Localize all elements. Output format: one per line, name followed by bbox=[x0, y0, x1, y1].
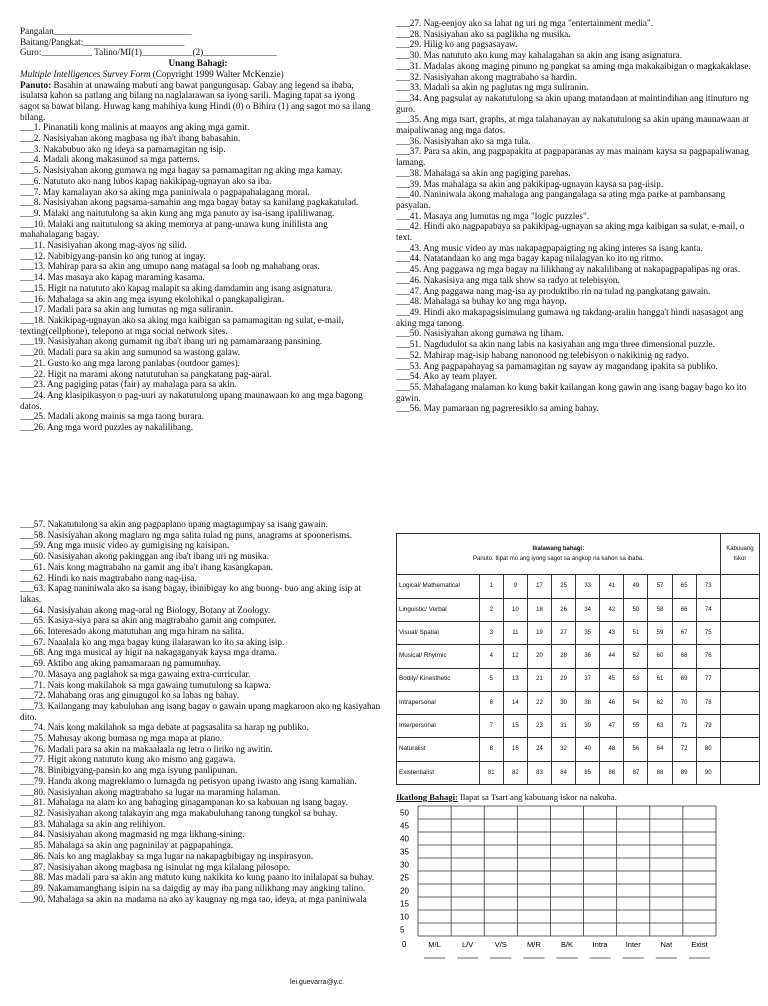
survey-item[interactable]: ___69. Aktibo ang aking pamamaraan ng pamumuhay. bbox=[20, 658, 221, 669]
part2-title: Ikalawang bahagi: bbox=[532, 545, 585, 552]
item-number-cell[interactable]: 27 bbox=[552, 622, 576, 645]
item-number-cell[interactable]: 14 bbox=[503, 691, 527, 714]
score-chart-grid[interactable] bbox=[396, 804, 726, 964]
survey-item[interactable]: ___76. Madali para sa akin na makaalaala ng letra o liriko ng awitin. bbox=[20, 743, 273, 754]
item-number-cell[interactable]: 31 bbox=[552, 715, 576, 738]
item-number-cell[interactable]: 60 bbox=[648, 645, 672, 668]
item-number-cell[interactable]: 75 bbox=[696, 622, 720, 645]
total-score-cell[interactable] bbox=[720, 691, 759, 714]
survey-item[interactable]: ___1. Pinanatili kong malinis at maayos ang aking mga gamit. bbox=[20, 122, 250, 133]
survey-item[interactable]: ___48. Mahalaga sa buhay ko ang mga hayop. bbox=[396, 296, 567, 307]
item-number-cell[interactable]: 56 bbox=[624, 738, 648, 761]
survey-item[interactable]: ___11. Nasisiyahan akong mag-ayos ng silid. bbox=[20, 240, 187, 251]
item-number-cell[interactable]: 77 bbox=[696, 668, 720, 691]
item-number-cell[interactable]: 1 bbox=[479, 575, 503, 598]
survey-item[interactable]: ___3. Nakabubuo ako ng ideya sa pamamagitan ng isip. bbox=[20, 143, 226, 154]
survey-item[interactable]: ___14. Mas masaya ako kapag maraming kasama. bbox=[20, 272, 205, 283]
item-number-cell[interactable]: 66 bbox=[672, 598, 696, 621]
item-number-cell[interactable]: 57 bbox=[648, 575, 672, 598]
item-number-cell[interactable]: 76 bbox=[696, 645, 720, 668]
item-number-cell[interactable]: 62 bbox=[648, 691, 672, 714]
survey-item[interactable]: ___62. Hindi ko nais magtrabaho nang nag-iisa. bbox=[20, 572, 197, 583]
intelligence-label: Linguistic/ Verbal bbox=[397, 598, 480, 621]
survey-item[interactable]: ___31. Madalas akong maging pinuno ng pangkat sa aming mga makakaibigan o magkakaklase. bbox=[396, 60, 751, 71]
x-category-label: Intra bbox=[592, 940, 608, 949]
y-tick-label: 45 bbox=[400, 821, 409, 831]
y-tick-label: 40 bbox=[400, 834, 409, 844]
item-number-cell[interactable]: 50 bbox=[624, 598, 648, 621]
survey-item[interactable]: ___87. Nasisiyahan akong magbasa ng isinulat ng mga kilalang pilosopo. bbox=[20, 861, 291, 872]
column-3 bbox=[20, 519, 384, 904]
item-number-cell[interactable]: 74 bbox=[696, 598, 720, 621]
item-number-cell[interactable]: 49 bbox=[624, 575, 648, 598]
item-number-cell[interactable]: 87 bbox=[624, 761, 648, 784]
survey-item[interactable]: ___38. Mahalaga sa akin ang pagiging parehas. bbox=[396, 167, 571, 178]
item-number-cell[interactable]: 18 bbox=[527, 598, 551, 621]
x-category-label: M/R bbox=[527, 940, 541, 949]
item-number-cell[interactable]: 36 bbox=[576, 645, 600, 668]
y-tick-label: 35 bbox=[400, 847, 409, 857]
item-number-cell[interactable]: 26 bbox=[552, 598, 576, 621]
survey-item[interactable]: ___84. Nasisiyahan akong magmasid ng mga likhang-sining. bbox=[20, 829, 245, 840]
item-number-cell[interactable]: 24 bbox=[527, 738, 551, 761]
intelligence-label: Visual/ Spatial bbox=[397, 622, 480, 645]
item-number-cell[interactable]: 3 bbox=[479, 622, 503, 645]
item-number-cell[interactable]: 20 bbox=[527, 645, 551, 668]
survey-item[interactable]: ___61. Nais kong magtrabaho na gamit ang iba't ibang kasangkapan. bbox=[20, 561, 273, 572]
item-number-cell[interactable]: 53 bbox=[624, 668, 648, 691]
item-number-cell[interactable]: 9 bbox=[503, 575, 527, 598]
item-number-cell[interactable]: 80 bbox=[696, 738, 720, 761]
score-row bbox=[397, 645, 760, 668]
item-number-cell[interactable]: 47 bbox=[600, 715, 624, 738]
item-number-cell[interactable]: 71 bbox=[672, 715, 696, 738]
item-number-cell[interactable]: 43 bbox=[600, 622, 624, 645]
survey-item[interactable]: ___7. May kamalayan ako sa aking mga paniniwala o pagpapahalagang moral. bbox=[20, 186, 310, 197]
survey-item[interactable]: ___70. Masaya ang paglahok sa mga gawaing extra-curricular. bbox=[20, 668, 251, 679]
survey-item[interactable]: ___58. Nasisiyahan akong maglaro ng mga salita tulad ng puns, anagrams at spoonerisms. bbox=[20, 529, 352, 540]
item-number-cell[interactable]: 55 bbox=[624, 715, 648, 738]
survey-item[interactable]: ___17. Madali para sa akin ang lumutas ng mga suliranin. bbox=[20, 304, 234, 315]
score-row bbox=[397, 761, 760, 784]
item-number-cell[interactable]: 19 bbox=[527, 622, 551, 645]
item-number-cell[interactable]: 63 bbox=[648, 715, 672, 738]
score-row bbox=[397, 715, 760, 738]
survey-item[interactable]: ___71. Nais kong makilahok sa mga gawaing tumutulong sa kapwa. bbox=[20, 679, 271, 690]
survey-item[interactable]: ___27. Nag-eenjoy ako sa lahat ng uri ng mga "entertainment media". bbox=[396, 18, 654, 28]
x-category-label: B/K bbox=[560, 940, 574, 949]
item-number-cell[interactable]: 88 bbox=[648, 761, 672, 784]
y-tick-label: 50 bbox=[400, 808, 409, 818]
item-number-cell[interactable]: 70 bbox=[672, 691, 696, 714]
item-number-cell[interactable]: 64 bbox=[648, 738, 672, 761]
intelligence-label: Existentialist bbox=[397, 761, 480, 784]
part2-instructions: Panuto: Ilipat mo ang iyong sagot sa angkop na kahon sa ibaba. bbox=[473, 556, 644, 563]
survey-item[interactable]: ___53. Ang pagpapahayag sa pamamagitan ng sayaw ay magandang ipakita sa publiko. bbox=[396, 360, 718, 371]
item-number-cell[interactable]: 13 bbox=[503, 668, 527, 691]
item-number-cell[interactable]: 45 bbox=[600, 668, 624, 691]
survey-item[interactable]: ___73. Kailangang may kabuluhan ang isang bagay o gawain upang magkaroon ako ng kasiyahan dito. bbox=[20, 700, 381, 722]
instructions-text: Basahin at unawaing mabuti ang bawat pangungusap. Gabay ang legend sa ibaba, isulatsa kahon sa patlang ang bilang na naglalarawan sa iyong sarili. Maging tapat sa iyong sagot sa bawat bilang. Huwag kang mahihiya kung Hindi (0) o Bihira (1) ang sagot mo sa ilang bilang. bbox=[20, 79, 371, 122]
survey-item[interactable]: ___68. Ang mga musical ay higit na nakagaganyak kaysa mga drama. bbox=[20, 647, 277, 658]
total-score-cell[interactable] bbox=[720, 668, 759, 691]
survey-form-name: Multiple Intelligences Survey Form bbox=[20, 68, 151, 79]
item-number-cell[interactable]: 58 bbox=[648, 598, 672, 621]
item-number-cell[interactable]: 15 bbox=[503, 715, 527, 738]
survey-item[interactable]: ___23. Ang pagiging patas (fair) ay mahalaga para sa akin. bbox=[20, 379, 237, 390]
item-number-cell[interactable]: 40 bbox=[576, 738, 600, 761]
survey-item[interactable]: ___28. Nasisiyahan ako sa paglikha ng musika. bbox=[396, 28, 571, 39]
survey-item[interactable]: ___15. Higit na natututo ako kapag malapit sa aking damdamin ang isang asignatura. bbox=[20, 282, 333, 293]
survey-item[interactable]: ___2. Nasisiyahan akong magbasa ng iba't ibang babasahin. bbox=[20, 133, 241, 144]
survey-item[interactable]: ___74. Nais kong makilahok sa mga debate at pagsasalita sa harap ng publiko. bbox=[20, 722, 309, 733]
item-number-cell[interactable]: 34 bbox=[576, 598, 600, 621]
y-tick-label: 10 bbox=[400, 912, 409, 922]
instructions-label: Panuto: bbox=[20, 79, 52, 90]
intelligence-label: Interpersonal bbox=[397, 715, 480, 738]
intelligence-label: Intrapersonal bbox=[397, 691, 480, 714]
survey-item[interactable]: ___19. Nasisiyahan akong gumamit ng iba't ibang uri ng pamamaraang pansining. bbox=[20, 336, 323, 347]
total-score-cell[interactable] bbox=[720, 598, 759, 621]
item-number-cell[interactable]: 42 bbox=[600, 598, 624, 621]
survey-item[interactable]: ___36. Nasisiyahan ako sa mga tula. bbox=[396, 135, 531, 146]
survey-item[interactable]: ___60. Nasisiyahan akong pakinggan ang iba't ibang uri ng musika. bbox=[20, 551, 269, 562]
survey-item[interactable]: ___65. Kasiya-siya para sa akin ang magtrabaho gamit ang computer. bbox=[20, 615, 276, 626]
footer-email: lei.guevarra@y.c. bbox=[290, 979, 345, 986]
survey-items-57-90 bbox=[20, 519, 384, 904]
item-number-cell[interactable]: 79 bbox=[696, 715, 720, 738]
score-row bbox=[397, 738, 760, 761]
item-number-cell[interactable]: 10 bbox=[503, 598, 527, 621]
score-row bbox=[397, 691, 760, 714]
part3-instructions: Ilapat sa Tsart ang kabuuang iskor na nakuha. bbox=[457, 792, 617, 802]
item-number-cell[interactable]: 16 bbox=[503, 738, 527, 761]
item-number-cell[interactable]: 54 bbox=[624, 691, 648, 714]
item-number-cell[interactable]: 2 bbox=[479, 598, 503, 621]
item-number-cell[interactable]: 86 bbox=[600, 761, 624, 784]
y-tick-label: 20 bbox=[400, 886, 409, 896]
survey-item[interactable]: ___32. Nasisiyahan akong magtrabaho sa hardin. bbox=[396, 71, 577, 82]
item-number-cell[interactable]: 68 bbox=[672, 645, 696, 668]
item-number-cell[interactable]: 72 bbox=[672, 738, 696, 761]
item-number-cell[interactable]: 84 bbox=[552, 761, 576, 784]
item-number-cell[interactable]: 5 bbox=[479, 668, 503, 691]
score-row bbox=[397, 575, 760, 598]
survey-item[interactable]: ___55. Mahalagang malaman ko kung bakit kailangan kong gawin ang isang bagay bago ko ito gawin. bbox=[396, 381, 747, 403]
item-number-cell[interactable]: 12 bbox=[503, 645, 527, 668]
score-row bbox=[397, 598, 760, 621]
y-tick-label: 5 bbox=[400, 925, 405, 935]
total-score-cell[interactable] bbox=[720, 645, 759, 668]
item-number-cell[interactable]: 89 bbox=[672, 761, 696, 784]
total-score-header: Kabuuang Iskor bbox=[720, 534, 759, 575]
intelligence-label: Logical/ Mathematical bbox=[397, 575, 480, 598]
item-number-cell[interactable]: 85 bbox=[576, 761, 600, 784]
intelligence-label: Musical/ Rhytmic bbox=[397, 645, 480, 668]
survey-item[interactable]: ___9. Malaki ang naitutulong sa akin kung ang mga panuto ay isa-isang ipaliliwanag. bbox=[20, 207, 335, 218]
item-number-cell[interactable]: 35 bbox=[576, 622, 600, 645]
instructions bbox=[20, 80, 376, 123]
survey-item[interactable]: ___86. Nais ko ang maglakbay sa mga lugar na nakapagbibigay ng inspirasyon. bbox=[20, 850, 314, 861]
survey-item[interactable]: ___5. Nasisiyahan akong gumawa ng mga bagay sa pamamagitan ng aking mga kamay. bbox=[20, 165, 343, 176]
item-number-cell[interactable]: 33 bbox=[576, 575, 600, 598]
item-number-cell[interactable]: 67 bbox=[672, 622, 696, 645]
item-number-cell[interactable]: 6 bbox=[479, 691, 503, 714]
survey-item[interactable]: ___33. Madali sa akin ng paglutas ng mga suliranin. bbox=[396, 82, 589, 93]
survey-item[interactable]: ___67. Naaalala ko ang mga bagay kung ilalarawan ko ito sa aking isip. bbox=[20, 636, 285, 647]
survey-item[interactable]: ___24. Ang klasipikasyon o pag-uuri ay nakatutulong upang maunawaan ko ang mga bagong datos. bbox=[20, 389, 363, 411]
total-score-cell[interactable] bbox=[720, 575, 759, 598]
x-category-label: V/S bbox=[494, 940, 507, 949]
survey-item[interactable]: ___4. Madali akong makasunod sa mga patterns. bbox=[20, 154, 200, 165]
item-number-cell[interactable]: 59 bbox=[648, 622, 672, 645]
total-score-cell[interactable] bbox=[720, 715, 759, 738]
item-number-cell[interactable]: 81 bbox=[479, 761, 503, 784]
x-category-label: Exist bbox=[691, 940, 708, 949]
survey-item[interactable]: ___44. Natatandaan ko ang mga bagay kapag nilalagyan ko ito ng ritmo. bbox=[396, 253, 664, 264]
survey-item[interactable]: ___50. Nasisiyahan akong gumawa ng liham. bbox=[396, 328, 564, 339]
survey-item[interactable]: ___85. Mahalaga sa akin ang pagninilay at pagpapahinga. bbox=[20, 840, 234, 851]
item-number-cell[interactable]: 25 bbox=[552, 575, 576, 598]
item-number-cell[interactable]: 44 bbox=[600, 645, 624, 668]
survey-item[interactable]: ___81. Mahalaga na alam ko ang bahaging ginagampanan ko sa kabuuan ng isang bagay. bbox=[20, 797, 348, 808]
item-number-cell[interactable]: 29 bbox=[552, 668, 576, 691]
intelligence-label: Naturalist bbox=[397, 738, 480, 761]
survey-item[interactable]: ___20. Madali para sa akin ang sumunod sa wastong galaw. bbox=[20, 347, 241, 358]
survey-item[interactable]: ___26. Ang mga word puzzles ay nakalilibang. bbox=[20, 422, 193, 433]
y-tick-label: 30 bbox=[400, 860, 409, 870]
item-number-cell[interactable]: 7 bbox=[479, 715, 503, 738]
survey-item[interactable]: ___39. Mas mahalaga sa akin ang pakikipag-ugnayan kaysa sa pag-iisip. bbox=[396, 178, 664, 189]
total-score-cell[interactable] bbox=[720, 761, 759, 784]
score-table-heading bbox=[397, 534, 721, 575]
survey-item[interactable]: ___75. Mahusay akong bumasa ng mga mapa at plano. bbox=[20, 733, 223, 744]
survey-item[interactable]: ___49. Hindi ako makapagsisimulang gumawa ng takdang-aralin hangga't hindi nasasagot ang aking mga tanong. bbox=[396, 306, 744, 328]
survey-item[interactable]: ___89. Nakamamanghang isipin na sa daigdig ay may iba pang nilikhang may angking talino. bbox=[20, 882, 366, 893]
survey-item[interactable]: ___52. Mahirap mag-isip habang nanonood ng telebisyon o nakikinig ng radyo. bbox=[396, 349, 689, 360]
survey-item[interactable]: ___10. Malaki ang naitutulong sa aking memorya at pang-unawa kung inililista ang mahahalagang bagay. bbox=[20, 218, 328, 240]
total-score-cell[interactable] bbox=[720, 738, 759, 761]
item-number-cell[interactable]: 41 bbox=[600, 575, 624, 598]
score-row bbox=[397, 622, 760, 645]
item-number-cell[interactable]: 48 bbox=[600, 738, 624, 761]
item-number-cell[interactable]: 22 bbox=[527, 691, 551, 714]
survey-item[interactable]: ___88. Mas madali para sa akin ang matuto kung nakikita ko kung paano ito inilalapat sa buhay. bbox=[20, 872, 375, 883]
item-number-cell[interactable]: 69 bbox=[672, 668, 696, 691]
x-category-label: L/V bbox=[462, 940, 474, 949]
survey-item[interactable]: ___72. Mahabang oras ang ginugugol ko sa labas ng bahay. bbox=[20, 690, 240, 701]
item-number-cell[interactable]: 8 bbox=[479, 738, 503, 761]
name-field-line[interactable]: Pangalan______________________________ bbox=[20, 26, 192, 36]
survey-item[interactable]: ___42. Hindi ako nagpapabaya sa pakikipag-ugnayan sa aking mga kaibigan sa sulat, e-mail, o text. bbox=[396, 221, 745, 243]
survey-item[interactable]: ___56. May pamaraan ng pagreresiklo sa aming bahay. bbox=[396, 403, 599, 414]
survey-item[interactable]: ___41. Masaya ang lumutas ng mga "logic puzzles". bbox=[396, 210, 589, 221]
survey-item[interactable]: ___80. Nasisiyahan akong magtrabaho sa lugar na maraming halaman. bbox=[20, 786, 281, 797]
score-table bbox=[396, 533, 760, 785]
teacher-mi-field-line[interactable]: Guro:___________ Talino/MI(1)___________(2)________________ bbox=[20, 47, 277, 58]
item-number-cell[interactable]: 28 bbox=[552, 645, 576, 668]
item-number-cell[interactable]: 37 bbox=[576, 668, 600, 691]
survey-item[interactable]: ___29. Hilig ko ang pagsasayaw. bbox=[396, 39, 518, 50]
survey-item[interactable]: ___16. Mahalaga sa akin ang mga isyung ekolohikal o pangkapaligiran. bbox=[20, 293, 285, 304]
item-number-cell[interactable]: 11 bbox=[503, 622, 527, 645]
item-number-cell[interactable]: 30 bbox=[552, 691, 576, 714]
y-origin-label: 0 bbox=[402, 940, 407, 949]
item-number-cell[interactable]: 65 bbox=[672, 575, 696, 598]
part1-title: Unang Bahagi: bbox=[168, 58, 228, 69]
item-number-cell[interactable]: 23 bbox=[527, 715, 551, 738]
survey-item[interactable]: ___90. Mahalaga sa akin na madama na ako ay kaugnay ng mga tao, ideya, at mga paniniwala bbox=[20, 893, 367, 904]
survey-item[interactable]: ___47. Ang paggawa nang mag-isa ay produktibo rin na tulad ng pangkatang gawain. bbox=[396, 285, 711, 296]
item-number-cell[interactable]: 90 bbox=[696, 761, 720, 784]
part3-title: Ikatlong Bahagi: bbox=[396, 792, 458, 802]
item-number-cell[interactable]: 17 bbox=[527, 575, 551, 598]
survey-item[interactable]: ___78. Binibigyang-pansin ko ang mga isyung panlipunan. bbox=[20, 765, 238, 776]
item-number-cell[interactable]: 39 bbox=[576, 715, 600, 738]
intelligence-label: Bodily/ Kinesthetic bbox=[397, 668, 480, 691]
survey-item[interactable]: ___45. Ang paggawa ng mga bagay na lilikhang ay nakalilibang at nakapagpapalipas ng oras. bbox=[396, 264, 741, 275]
survey-item[interactable]: ___51. Nagdudulot sa akin nang labis na kasiyahan ang mga three dimensional puzzle. bbox=[396, 339, 715, 350]
survey-item[interactable]: ___79. Handa akong magreklamo o lumagda ng petisyon upang iwasto ang isang kamalian. bbox=[20, 775, 357, 786]
survey-item[interactable]: ___8. Nasisiyahan akong pagsama-samahin ang mga bagay batay sa kanilang pagkakatulad. bbox=[20, 197, 359, 208]
item-number-cell[interactable]: 73 bbox=[696, 575, 720, 598]
score-row bbox=[397, 668, 760, 691]
score-table-header-row bbox=[397, 534, 760, 575]
grade-section-field-line[interactable]: Baitang/Pangkat:______________________ bbox=[20, 36, 185, 47]
survey-item[interactable]: ___82. Nasisiyahan akong talakayin ang mga makabuluhang tanong tungkol sa buhay. bbox=[20, 807, 338, 818]
survey-item[interactable]: ___34. Ang pagsulat ay nakatutulong sa akin upang matandaan at maintindihan ang itinuturo ng guro. bbox=[396, 92, 749, 114]
item-number-cell[interactable]: 38 bbox=[576, 691, 600, 714]
survey-item[interactable]: ___63. Kapag naniniwala ako sa isang bagay, ibinibigay ko ang buong- buo ang aking isip at lakas. bbox=[20, 583, 362, 604]
item-number-cell[interactable]: 51 bbox=[624, 622, 648, 645]
survey-item[interactable]: ___64. Nasisiyahan akong mag-aral ng Biology, Botany at Zoology. bbox=[20, 604, 271, 615]
score-table-body bbox=[397, 575, 760, 785]
survey-item[interactable]: ___6. Natututo ako nang lubos kapag nakikipag-ugnayan ako sa iba. bbox=[20, 175, 272, 186]
item-number-cell[interactable]: 32 bbox=[552, 738, 576, 761]
x-category-label: Nat bbox=[660, 940, 673, 949]
survey-item[interactable]: ___35. Ang mga tsart, graphs, at mga talahanayan ay nakatutulong sa akin upang maunawaan at maipaliwanag ang mga datos. bbox=[396, 114, 749, 136]
y-tick-label: 15 bbox=[400, 899, 409, 909]
survey-item[interactable]: ___59. Ang mga music video ay gumigising ng kaisipan. bbox=[20, 540, 230, 551]
survey-item[interactable]: ___13. Mahirap para sa akin ang umupo nang matagal sa loob ng mahabang oras. bbox=[20, 261, 320, 272]
part3-heading bbox=[396, 792, 760, 803]
survey-item[interactable]: ___22. Higit na marami akong natututuhan sa pangkatang pag-aaral. bbox=[20, 368, 272, 379]
item-number-cell[interactable]: 82 bbox=[503, 761, 527, 784]
item-number-cell[interactable]: 21 bbox=[527, 668, 551, 691]
item-number-cell[interactable]: 78 bbox=[696, 691, 720, 714]
survey-items-1-26 bbox=[20, 122, 376, 432]
x-category-label: M/L bbox=[428, 940, 441, 949]
item-number-cell[interactable]: 61 bbox=[648, 668, 672, 691]
survey-items-27-56 bbox=[396, 18, 760, 414]
survey-item[interactable]: ___40. Naniniwala akong mahalaga ang pangangalaga sa ating mga parke at pambansang pasyalan. bbox=[396, 189, 726, 210]
column-1 bbox=[20, 26, 376, 433]
item-number-cell[interactable]: 52 bbox=[624, 645, 648, 668]
survey-item[interactable]: ___18. Nakikipag-ugnayan ako sa aking mga kaibigan sa pamamagitan ng sulat, e-mail, texting(cellphone), telepono at mga social network sites. bbox=[20, 314, 344, 336]
x-category-label: Inter bbox=[625, 940, 641, 949]
item-number-cell[interactable]: 46 bbox=[600, 691, 624, 714]
item-number-cell[interactable]: 83 bbox=[527, 761, 551, 784]
survey-item[interactable]: ___12. Nabibigyang-pansin ko ang tunog at ingay. bbox=[20, 250, 206, 261]
item-number-cell[interactable]: 4 bbox=[479, 645, 503, 668]
survey-item[interactable]: ___46. Nakasisiya ang mga talk show sa radyo at telebisyon. bbox=[396, 274, 620, 285]
survey-item[interactable]: ___54. Ako ay team player. bbox=[396, 371, 498, 382]
survey-item[interactable]: ___30. Mas natututo ako kung may kahalagahan sa akin ang isang asignatura. bbox=[396, 50, 683, 61]
survey-item[interactable]: ___21. Gusto ko ang mga larong panlabas (outdoor games). bbox=[20, 357, 240, 368]
survey-item[interactable]: ___66. Interesado akong matutuhan ang mga hiram na salita. bbox=[20, 626, 245, 637]
survey-item[interactable]: ___25. Madali akong mainis sa mga taong burara. bbox=[20, 411, 204, 422]
survey-item[interactable]: ___83. Mahalaga sa akin ang relihiyon. bbox=[20, 818, 166, 829]
y-tick-label: 25 bbox=[400, 873, 409, 883]
copyright-text: (Copyright 1999 Walter McKenzie) bbox=[150, 68, 284, 79]
total-score-cell[interactable] bbox=[720, 622, 759, 645]
survey-item[interactable]: ___43. Ang music video ay mas nakapagpapaigting ng aking interes sa isang kanta. bbox=[396, 242, 703, 253]
survey-item[interactable]: ___37. Para sa akin, ang pagpapakita at pagpaparanas ay mas mainam kaysa sa pagpapaliwanag lamang. bbox=[396, 146, 749, 168]
survey-form-line bbox=[20, 69, 376, 80]
survey-item[interactable]: ___57. Nakatutulong sa akin ang pagpaplano upang magtagumpay sa isang gawain. bbox=[20, 519, 328, 529]
column-2 bbox=[396, 18, 760, 414]
survey-item[interactable]: ___77. Higit akong natututo kung ako mismo ang gagawa. bbox=[20, 754, 236, 765]
